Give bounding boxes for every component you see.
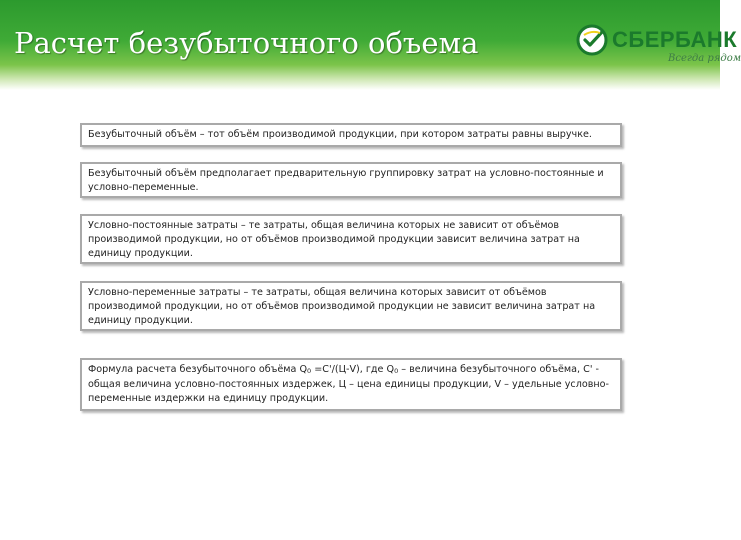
formula-subscript-2: 0 [394, 367, 399, 375]
formula-text-part1: Формула расчета безубыточного объёма Q [88, 364, 308, 375]
logo-slogan: Всегда рядом [668, 53, 741, 64]
fixed-costs-box [80, 214, 622, 264]
formula-text-part3: – величина безубыточного объёма, С' - общая величина условно-постоянных издержек, Ц – цена единицы продукции, V – удельные условно-переменные издержки на единицу продукции. [88, 364, 609, 404]
grouping-text: Безубыточный объём предполагает предварительную группировку затрат на условно-постоянные и условно-переменные. [88, 168, 604, 193]
slide-title: Расчет безубыточного объема [14, 26, 479, 60]
grouping-box [80, 162, 622, 198]
header-band [0, 0, 741, 90]
formula-text-part2: =C'/(Ц-V), где Q [311, 364, 395, 375]
fixed-costs-text: Условно-постоянные затраты – те затраты, общая величина которых не зависит от объёмов производимой продукции, но от объёмов производимой продукции зависит величина затрат на единицу продукции. [88, 220, 580, 259]
definition-box [80, 123, 622, 147]
formula-box [80, 358, 622, 411]
variable-costs-text: Условно-переменные затраты – те затраты, общая величина которых зависит от объёмов производимой продукции, но от объёмов производимой продукции не зависит величина затрат на единицу продукции. [88, 287, 596, 326]
variable-costs-box [80, 281, 622, 331]
sberbank-logo-icon [576, 24, 608, 56]
formula-subscript-1: 0 [307, 367, 312, 375]
sberbank-logo [576, 24, 741, 70]
logo-wordmark: СБЕРБАНК [612, 27, 738, 52]
definition-text: Безубыточный объём – тот объём производимой продукции, при котором затраты равны выручке. [88, 129, 592, 140]
